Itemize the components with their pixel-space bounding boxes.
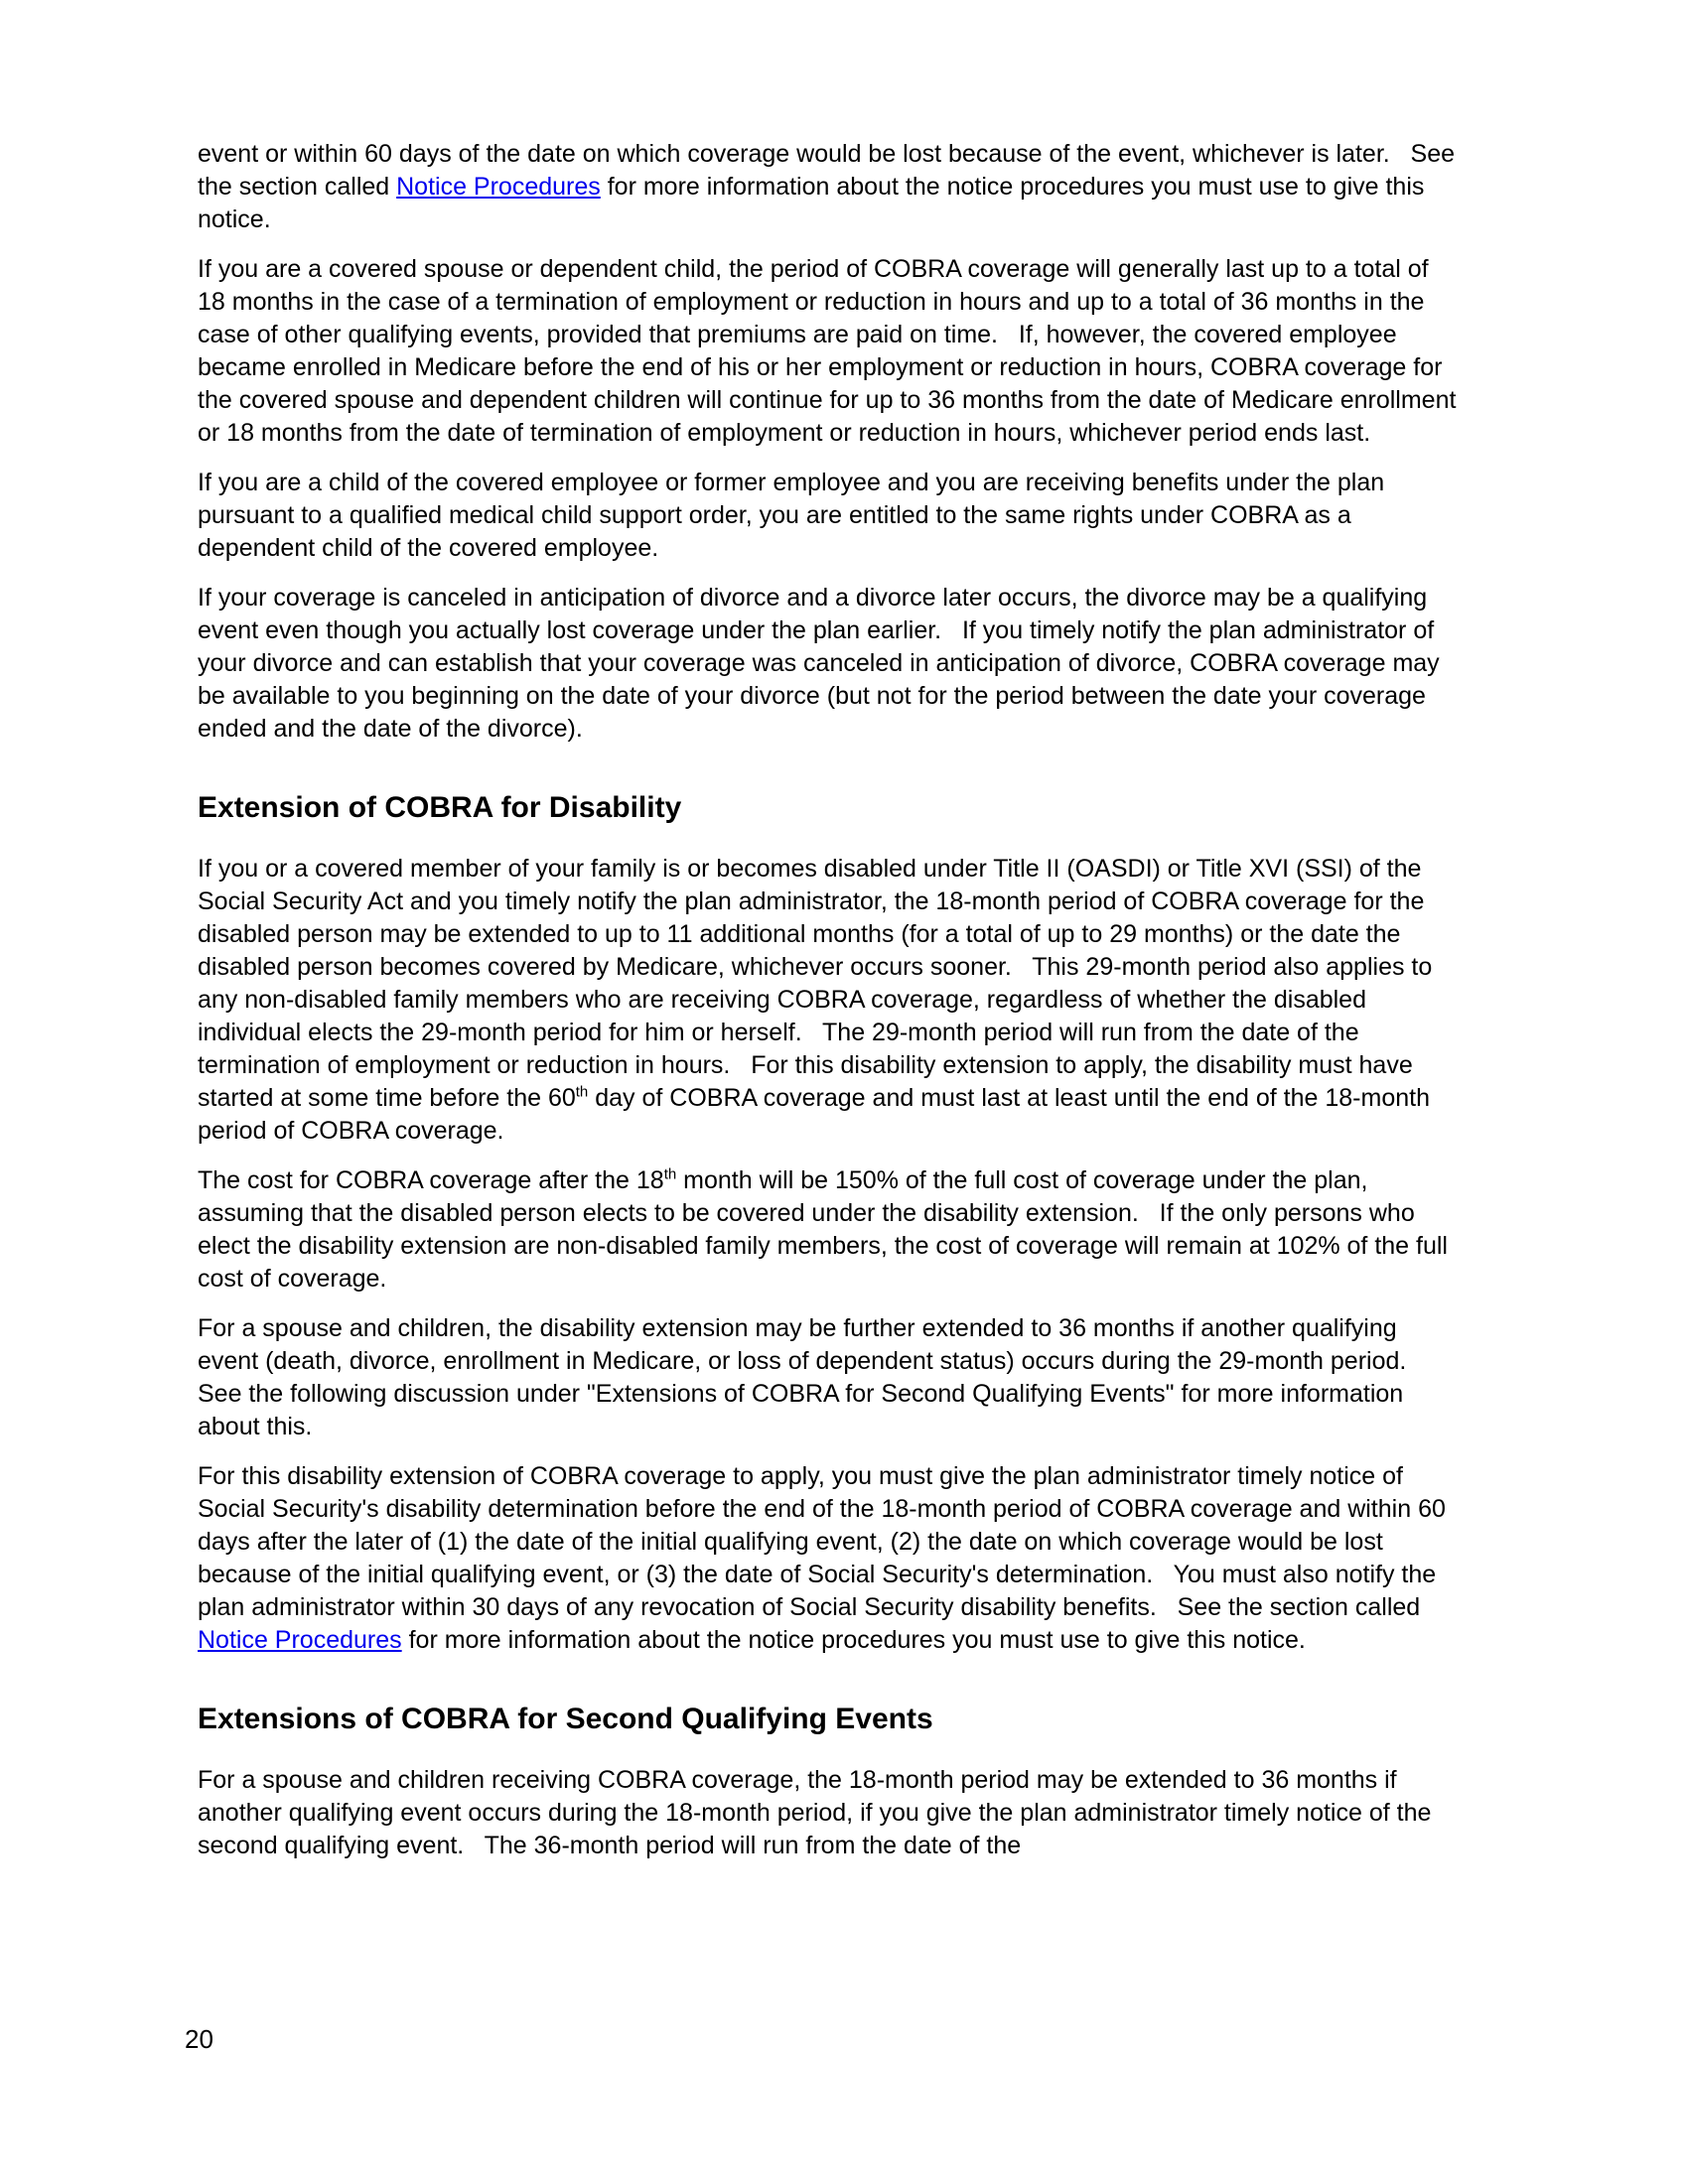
paragraph-disability-notice-requirements: For this disability extension of COBRA coverage to apply, you must give the plan administrator timely notice of Social Security's disability determination before the end of the 18-month period of COBRA coverage and within 60 days after the later of (1) the date of the initial qualifying event, (2) the date on which coverage would be lost because of the initial qualifying event, or (3) the date of Social Security's determination. You must also notify the plan administrator within 30 days of any revocation of Social Security disability benefits. See the section called Notice Procedures for more information about the notice procedures you must use to give this notice. — [198, 1462, 1446, 1654]
paragraph-divorce-anticipation: If your coverage is canceled in anticipation of divorce and a divorce later occurs, the divorce may be a qualifying event even though you actually lost coverage under the plan earlier. If you timely notify the plan administrator of your divorce and can establish that your coverage was canceled in anticipation of divorce, COBRA coverage may be available to you beginning on the date of your divorce (but not for the period between the date your coverage ended and the date of the divorce). — [198, 584, 1440, 743]
ordinal-superscript: th — [575, 1083, 589, 1101]
ordinal-superscript: th — [663, 1165, 677, 1183]
paragraph-notice-deadline: event or within 60 days of the date on which coverage would be lost because of the event, whichever is later. See the section called Notice Procedures for more information about the notice procedures you must use to give this notice. — [198, 140, 1456, 233]
notice-procedures-link[interactable]: Notice Procedures — [396, 173, 601, 201]
page-number: 20 — [185, 2024, 213, 2054]
heading-extensions-for-second-qualifying-events: Extensions of COBRA for Second Qualifying Events — [198, 1703, 933, 1735]
paragraph-disability-extension: If you or a covered member of your family is or becomes disabled under Title II (OASDI) or Title XVI (SSI) of the Social Security Act and you timely notify the plan administrator, the 18-month period of COBRA coverage for the disabled person may be extended to up to 11 additional months (for a total of up to 29 months) or the date the disabled person becomes covered by Medicare, whichever occurs sooner. This 29-month period also applies to any non-disabled family members who are receiving COBRA coverage, regardless of whether the disabled individual elects the 29-month period for him or herself. The 29-month period will run from the date of the termination of employment or reduction in hours. For this disability extension to apply, the disability must have started at some time before the 60th day of COBRA coverage and must last at least until the end of the 18-month period of COBRA coverage. — [198, 855, 1433, 1145]
paragraph-disability-further-extension: For a spouse and children, the disability extension may be further extended to 36 months if another qualifying event (death, divorce, enrollment in Medicare, or loss of dependent status) occurs during the 29-month period. See the following discussion under "Extensions of COBRA for Second Qualifying Events" for more information about this. — [198, 1314, 1421, 1440]
document-content — [198, 138, 1461, 1879]
paragraph-qualified-medical-child-support: If you are a child of the covered employee or former employee and you are receiving benefits under the plan pursuant to a qualified medical child support order, you are entitled to the same rights under COBRA as a dependent child of the covered employee. — [198, 469, 1385, 562]
paragraph-spouse-dependent-duration: If you are a covered spouse or dependent child, the period of COBRA coverage will generally last up to a total of 18 months in the case of a termination of employment or reduction in hours and up to a total of 36 months in the case of other qualifying events, provided that premiums are paid on time. If, however, the covered employee became enrolled in Medicare before the end of his or her employment or reduction in hours, COBRA coverage for the covered spouse and dependent children will continue for up to 36 months from the date of Medicare enrollment or 18 months from the date of termination of employment or reduction in hours, whichever period ends last. — [198, 255, 1457, 447]
notice-procedures-link[interactable]: Notice Procedures — [198, 1626, 402, 1654]
paragraph-second-qualifying-events: For a spouse and children receiving COBRA coverage, the 18-month period may be extended to 36 months if another qualifying event occurs during the 18-month period, if you give the plan administrator timely notice of the second qualifying event. The 36-month period will run from the date of the — [198, 1766, 1432, 1859]
heading-extension-of-cobra-for-disability: Extension of COBRA for Disability — [198, 791, 682, 824]
paragraph-disability-cost: The cost for COBRA coverage after the 18th month will be 150% of the full cost of coverage under the plan, assuming that the disabled person elects to be covered under the disability extension. If the only persons who elect the disability extension are non-disabled family members, the cost of coverage will remain at 102% of the full cost of coverage. — [198, 1165, 1448, 1293]
